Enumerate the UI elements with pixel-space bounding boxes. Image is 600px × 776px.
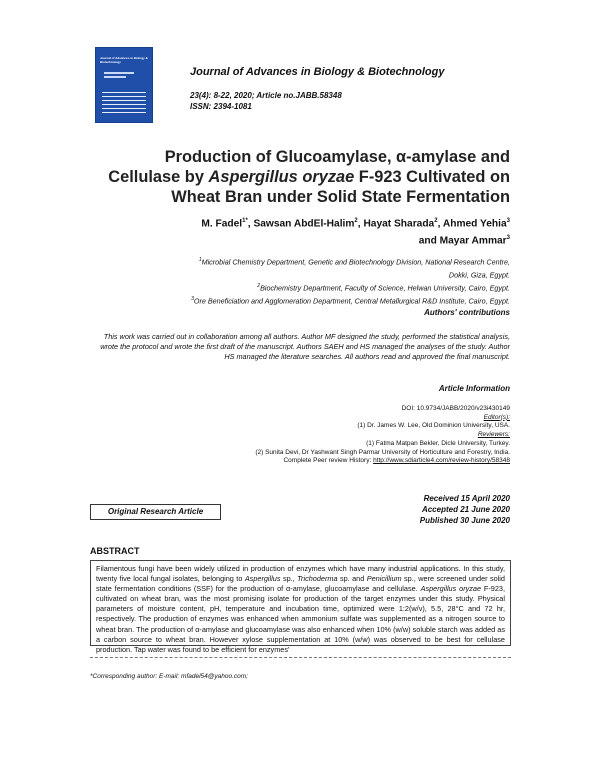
journal-name: Journal of Advances in Biology & Biotechnology: [190, 66, 445, 78]
editors-label: Editor(s):: [483, 413, 510, 421]
volume-line: 23(4): 8-22, 2020; Article no.JABB.58348: [190, 91, 342, 100]
title-line-2: Cellulase by Aspergillus oryzae F-923 Cultivated on: [108, 168, 510, 186]
author: M. Fadel: [201, 218, 243, 230]
author: Hayat Sharada: [363, 218, 435, 230]
published-date: Published 30 June 2020: [419, 516, 510, 525]
cover-rule: [104, 76, 126, 78]
author: Ahmed Yehia: [442, 218, 507, 230]
contributions-heading: Authors' contributions: [424, 308, 510, 317]
article-info: [200, 405, 510, 466]
accepted-date: Accepted 21 June 2020: [421, 505, 510, 514]
footnote-divider: [90, 657, 511, 658]
cover-text-line: [102, 104, 146, 105]
article-type-badge: Original Research Article: [90, 504, 221, 520]
review-history-link[interactable]: http://www.sdiarticle4.com/review-history/58348: [373, 457, 510, 465]
publication-dates: [300, 493, 510, 526]
editor: (1) Dr. James W. Lee, Old Dominion University, USA.: [357, 422, 510, 430]
contributions-text: This work was carried out in collaboration among all authors. Author MF designed the study, performed the statistical analysis, wrote the protocol and wrote the first draft of the manuscript. Authors SAEH and HS managed the analyses of the study. Author HS managed the literature searches. All authors read and approved the final manuscript.: [100, 332, 510, 362]
reviewer: (1) Fatma Matpan Bekler, Dicle University, Turkey.: [366, 439, 510, 447]
cover-text-line: [102, 96, 146, 97]
affiliation: $^3$Ore Beneficiation and Agglomeration Department, Central Metallurgical R&D Institute, Cairo, Egypt.: [191, 295, 510, 306]
corresponding-author-footnote: *Corresponding author: E-mail: mfadel54@yahoo.com;: [90, 673, 248, 680]
reviewer: (2) Sunita Devi, Dr Yashwant Singh Parmar University of Horticulture and Forestry, India.: [255, 448, 510, 456]
cover-rule: [104, 72, 134, 74]
species-name: Aspergillus oryzae: [208, 168, 355, 186]
author: Sawsan AbdEl-Halim: [253, 218, 355, 230]
journal-meta: [190, 90, 342, 112]
affiliation: $^1$Microbial Chemistry Department, Genetic and Biotechnology Division, National Research Centre,: [198, 257, 510, 267]
title-line-1: Production of Glucoamylase, α-amylase and: [164, 148, 510, 166]
author: and Mayar Ammar: [418, 235, 507, 247]
reviewers-label: Reviewers:: [477, 431, 510, 439]
abstract-heading: ABSTRACT: [90, 546, 140, 556]
paper-title: [90, 147, 510, 207]
received-date: Received 15 April 2020: [423, 494, 510, 503]
review-history: Complete Peer review History: http://www.sdiarticle4.com/review-history/58348: [283, 457, 510, 465]
abstract-body: Filamentous fungi have been widely utilized in production of enzymes which have many industrial applications. In this study, twenty five local fungal isolates, belonging to Aspergillus sp., Trichoderma sp. and Penicillium sp., were screened under solid state fermentation conditions (SSF) for the production of α-amylase, glucoamylase and cellulase. Aspergillus oryzae F-923, cultivated on wheat bran, was the most promising isolate for production of the target enzymes under this study. Physical parameters of moisture content, pH, temperature and incubation time, optimized were 1:2(w/v), 5.5, 28°C and 72 hr, respectively. The production of enzymes was enhanced when ammonium sulfate was supplemented as a nitrogen source to wheat bran. The production of α-amylase and glucoamylase was also enhanced when 10% (w/w) soluble starch was added as a carbon source to wheat bran. However xylose supplementation at 10% (w/w) was observed to be best for cellulase production. Tap water was found to be efficient for enzymes': [90, 560, 511, 646]
affiliations: [90, 255, 510, 307]
cover-title: Journal of Advances in Biology & Biotechnology: [100, 56, 148, 64]
cover-text-line: [102, 108, 146, 109]
author-list: M. Fadel$^{1*}$, Sawsan AbdEl-Halim$^2$, Hayat Sharada$^2$, Ahmed Yehia$^3$ and Mayar Ammar$^3$: [201, 218, 510, 247]
cover-text-line: [102, 92, 146, 93]
cover-text-line: [102, 112, 146, 113]
article-info-heading: Article Information: [438, 384, 510, 393]
title-line-3: Wheat Bran under Solid State Fermentation: [171, 188, 510, 206]
issn-line: ISSN: 2394-1081: [190, 102, 252, 111]
journal-cover-image: [95, 47, 153, 123]
doi: DOI: 10.9734/JABB/2020/v23i430149: [401, 405, 510, 412]
affiliation: $^2$Biochemistry Department, Faculty of Science, Helwan University, Cairo, Egypt.: [257, 282, 510, 293]
cover-text-line: [102, 100, 146, 101]
affiliation: Dokki, Giza, Egypt.: [448, 270, 510, 280]
